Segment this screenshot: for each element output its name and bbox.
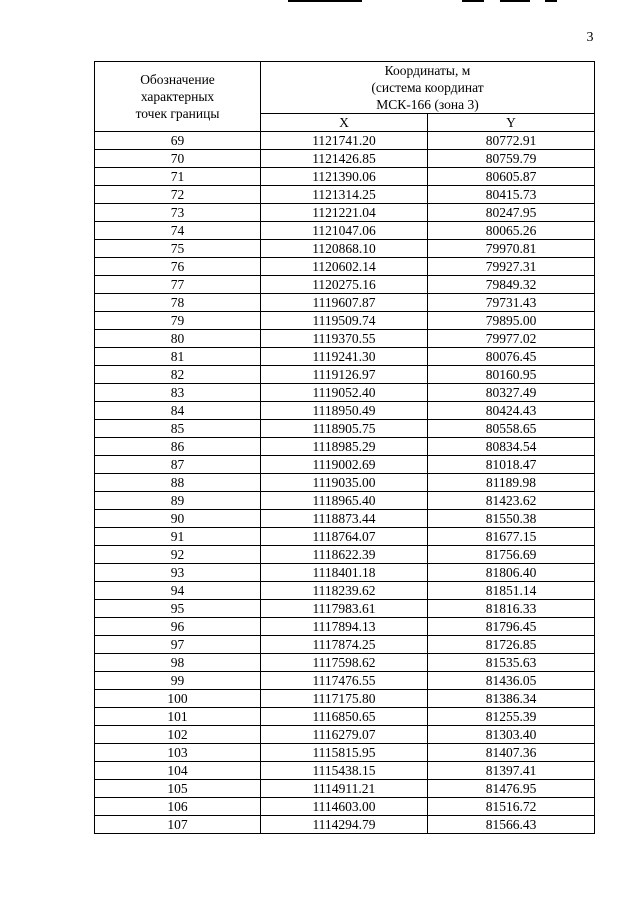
y-coordinate-cell: 81851.14 xyxy=(428,582,595,600)
point-number-cell: 95 xyxy=(95,600,261,618)
top-edge-marks xyxy=(0,0,640,4)
x-coordinate-cell: 1121221.04 xyxy=(261,204,428,222)
table-row xyxy=(95,708,595,726)
y-coordinate-cell: 79895.00 xyxy=(428,312,595,330)
point-number-cell: 88 xyxy=(95,474,261,492)
y-coordinate-cell: 81303.40 xyxy=(428,726,595,744)
y-coordinate-cell: 80759.79 xyxy=(428,150,595,168)
point-number-cell: 72 xyxy=(95,186,261,204)
x-coordinate-cell: 1118764.07 xyxy=(261,528,428,546)
x-coordinate-cell: 1119607.87 xyxy=(261,294,428,312)
table-row xyxy=(95,798,595,816)
x-coordinate-cell: 1119126.97 xyxy=(261,366,428,384)
point-label-header xyxy=(95,62,261,132)
table-row xyxy=(95,816,595,834)
y-coordinate-cell: 81677.15 xyxy=(428,528,595,546)
table-row xyxy=(95,492,595,510)
coords-label-line: (система координат xyxy=(371,80,484,95)
x-header: X xyxy=(261,114,428,132)
y-coordinate-cell: 81726.85 xyxy=(428,636,595,654)
y-coordinate-cell: 81796.45 xyxy=(428,618,595,636)
coords-group-header xyxy=(261,62,595,114)
table-row xyxy=(95,312,595,330)
table-row xyxy=(95,240,595,258)
x-coordinate-cell: 1118401.18 xyxy=(261,564,428,582)
table-row xyxy=(95,294,595,312)
y-coordinate-cell: 79970.81 xyxy=(428,240,595,258)
x-coordinate-cell: 1115438.15 xyxy=(261,762,428,780)
point-number-cell: 77 xyxy=(95,276,261,294)
y-coordinate-cell: 79849.32 xyxy=(428,276,595,294)
y-coordinate-cell: 80605.87 xyxy=(428,168,595,186)
x-coordinate-cell: 1121314.25 xyxy=(261,186,428,204)
x-coordinate-cell: 1119241.30 xyxy=(261,348,428,366)
point-number-cell: 79 xyxy=(95,312,261,330)
point-number-cell: 75 xyxy=(95,240,261,258)
table-row xyxy=(95,528,595,546)
point-number-cell: 87 xyxy=(95,456,261,474)
x-coordinate-cell: 1117598.62 xyxy=(261,654,428,672)
y-coordinate-cell: 81476.95 xyxy=(428,780,595,798)
x-coordinate-cell: 1119509.74 xyxy=(261,312,428,330)
x-coordinate-cell: 1114603.00 xyxy=(261,798,428,816)
table-row xyxy=(95,456,595,474)
table-row xyxy=(95,672,595,690)
x-coordinate-cell: 1119370.55 xyxy=(261,330,428,348)
table-row xyxy=(95,186,595,204)
x-coordinate-cell: 1117983.61 xyxy=(261,600,428,618)
point-number-cell: 85 xyxy=(95,420,261,438)
x-coordinate-cell: 1115815.95 xyxy=(261,744,428,762)
x-coordinate-cell: 1121741.20 xyxy=(261,132,428,150)
y-coordinate-cell: 80065.26 xyxy=(428,222,595,240)
y-coordinate-cell: 81806.40 xyxy=(428,564,595,582)
point-number-cell: 81 xyxy=(95,348,261,366)
table-row xyxy=(95,222,595,240)
point-number-cell: 92 xyxy=(95,546,261,564)
y-coordinate-cell: 80772.91 xyxy=(428,132,595,150)
point-number-cell: 102 xyxy=(95,726,261,744)
y-coordinate-cell: 81423.62 xyxy=(428,492,595,510)
y-coordinate-cell: 80327.49 xyxy=(428,384,595,402)
point-number-cell: 99 xyxy=(95,672,261,690)
x-coordinate-cell: 1121426.85 xyxy=(261,150,428,168)
y-coordinate-cell: 80424.43 xyxy=(428,402,595,420)
x-coordinate-cell: 1118965.40 xyxy=(261,492,428,510)
point-number-cell: 91 xyxy=(95,528,261,546)
y-coordinate-cell: 81189.98 xyxy=(428,474,595,492)
point-number-cell: 90 xyxy=(95,510,261,528)
point-number-cell: 105 xyxy=(95,780,261,798)
table-row xyxy=(95,636,595,654)
point-number-cell: 107 xyxy=(95,816,261,834)
x-coordinate-cell: 1118905.75 xyxy=(261,420,428,438)
x-coordinate-cell: 1118873.44 xyxy=(261,510,428,528)
point-number-cell: 78 xyxy=(95,294,261,312)
y-coordinate-cell: 81386.34 xyxy=(428,690,595,708)
point-number-cell: 84 xyxy=(95,402,261,420)
y-coordinate-cell: 81407.36 xyxy=(428,744,595,762)
point-number-cell: 89 xyxy=(95,492,261,510)
y-header: Y xyxy=(428,114,595,132)
table-row xyxy=(95,564,595,582)
x-coordinate-cell: 1116279.07 xyxy=(261,726,428,744)
point-number-cell: 71 xyxy=(95,168,261,186)
point-number-cell: 103 xyxy=(95,744,261,762)
point-number-cell: 101 xyxy=(95,708,261,726)
y-coordinate-cell: 79977.02 xyxy=(428,330,595,348)
table-row xyxy=(95,330,595,348)
x-coordinate-cell: 1116850.65 xyxy=(261,708,428,726)
table-row xyxy=(95,546,595,564)
point-number-cell: 106 xyxy=(95,798,261,816)
table-row xyxy=(95,510,595,528)
y-coordinate-cell: 81566.43 xyxy=(428,816,595,834)
x-coordinate-cell: 1117894.13 xyxy=(261,618,428,636)
y-coordinate-cell: 81756.69 xyxy=(428,546,595,564)
point-number-cell: 73 xyxy=(95,204,261,222)
x-coordinate-cell: 1121390.06 xyxy=(261,168,428,186)
point-label-line: точек границы xyxy=(135,106,220,121)
y-coordinate-cell: 81436.05 xyxy=(428,672,595,690)
table-row xyxy=(95,690,595,708)
table-row xyxy=(95,780,595,798)
x-coordinate-cell: 1119052.40 xyxy=(261,384,428,402)
table-row xyxy=(95,348,595,366)
y-coordinate-cell: 80160.95 xyxy=(428,366,595,384)
point-number-cell: 69 xyxy=(95,132,261,150)
point-number-cell: 83 xyxy=(95,384,261,402)
table-row xyxy=(95,726,595,744)
table-row xyxy=(95,600,595,618)
table-row xyxy=(95,366,595,384)
table-row xyxy=(95,276,595,294)
y-coordinate-cell: 81255.39 xyxy=(428,708,595,726)
x-coordinate-cell: 1114294.79 xyxy=(261,816,428,834)
x-coordinate-cell: 1117476.55 xyxy=(261,672,428,690)
x-coordinate-cell: 1118985.29 xyxy=(261,438,428,456)
point-number-cell: 98 xyxy=(95,654,261,672)
point-number-cell: 100 xyxy=(95,690,261,708)
table-row xyxy=(95,168,595,186)
y-coordinate-cell: 80247.95 xyxy=(428,204,595,222)
y-coordinate-cell: 79731.43 xyxy=(428,294,595,312)
table-row xyxy=(95,132,595,150)
table-row xyxy=(95,402,595,420)
page-number: 3 xyxy=(586,30,594,45)
table-row xyxy=(95,762,595,780)
point-number-cell: 104 xyxy=(95,762,261,780)
coordinates-table xyxy=(94,61,595,834)
y-coordinate-cell: 80558.65 xyxy=(428,420,595,438)
table-row xyxy=(95,582,595,600)
table-body xyxy=(95,132,595,834)
y-coordinate-cell: 81397.41 xyxy=(428,762,595,780)
coords-label-line: Координаты, м xyxy=(384,63,471,78)
table-row xyxy=(95,204,595,222)
point-number-cell: 97 xyxy=(95,636,261,654)
coords-label-line: МСК-166 (зона 3) xyxy=(376,97,479,112)
y-coordinate-cell: 81816.33 xyxy=(428,600,595,618)
point-number-cell: 93 xyxy=(95,564,261,582)
x-coordinate-cell: 1114911.21 xyxy=(261,780,428,798)
x-coordinate-cell: 1120275.16 xyxy=(261,276,428,294)
table-row xyxy=(95,150,595,168)
table-row xyxy=(95,420,595,438)
x-coordinate-cell: 1118950.49 xyxy=(261,402,428,420)
y-coordinate-cell: 81018.47 xyxy=(428,456,595,474)
point-label-line: характерных xyxy=(140,89,215,104)
x-coordinate-cell: 1120868.10 xyxy=(261,240,428,258)
point-label-line: Обозначение xyxy=(140,72,215,87)
y-coordinate-cell: 79927.31 xyxy=(428,258,595,276)
table-row xyxy=(95,618,595,636)
x-coordinate-cell: 1117175.80 xyxy=(261,690,428,708)
x-coordinate-cell: 1118622.39 xyxy=(261,546,428,564)
y-coordinate-cell: 80415.73 xyxy=(428,186,595,204)
table-row xyxy=(95,744,595,762)
x-coordinate-cell: 1117874.25 xyxy=(261,636,428,654)
point-number-cell: 80 xyxy=(95,330,261,348)
x-coordinate-cell: 1119002.69 xyxy=(261,456,428,474)
table-row xyxy=(95,438,595,456)
y-coordinate-cell: 80834.54 xyxy=(428,438,595,456)
point-number-cell: 86 xyxy=(95,438,261,456)
table-row xyxy=(95,654,595,672)
point-number-cell: 70 xyxy=(95,150,261,168)
table-row xyxy=(95,258,595,276)
x-coordinate-cell: 1120602.14 xyxy=(261,258,428,276)
point-number-cell: 94 xyxy=(95,582,261,600)
x-coordinate-cell: 1119035.00 xyxy=(261,474,428,492)
table-header xyxy=(95,62,595,132)
table-row xyxy=(95,474,595,492)
point-number-cell: 76 xyxy=(95,258,261,276)
table-row xyxy=(95,384,595,402)
point-number-cell: 96 xyxy=(95,618,261,636)
y-coordinate-cell: 81535.63 xyxy=(428,654,595,672)
y-coordinate-cell: 81516.72 xyxy=(428,798,595,816)
y-coordinate-cell: 81550.38 xyxy=(428,510,595,528)
y-coordinate-cell: 80076.45 xyxy=(428,348,595,366)
x-coordinate-cell: 1118239.62 xyxy=(261,582,428,600)
point-number-cell: 82 xyxy=(95,366,261,384)
x-coordinate-cell: 1121047.06 xyxy=(261,222,428,240)
point-number-cell: 74 xyxy=(95,222,261,240)
